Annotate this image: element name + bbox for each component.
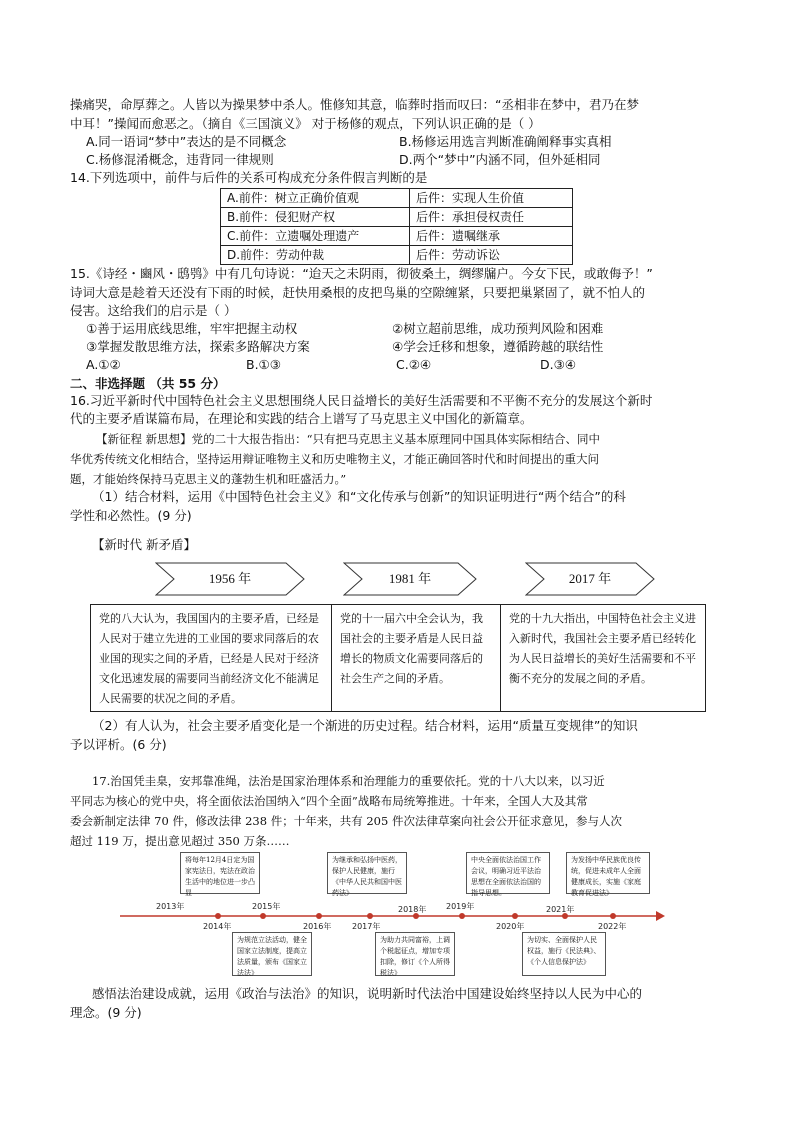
q14-row-d[interactable] xyxy=(221,246,573,265)
year-2016: 2016年 xyxy=(303,922,332,931)
q14-row-b[interactable] xyxy=(221,208,573,227)
q15-option-c[interactable]: C.②④ xyxy=(396,357,432,372)
q13-option-a[interactable]: A.同一语词“梦中”表达的是不同概念 xyxy=(86,134,287,149)
q14-c-pre: C.前件：立遗嘱处理遗产 xyxy=(221,227,410,246)
q16-line2: 代的主要矛盾谋篇布局，在理论和实践的结合上谱写了马克思主义中国化的新篇章。 xyxy=(70,411,533,426)
q15-line3: 侵害。这给我们的启示是（ ） xyxy=(70,303,237,318)
timeline-axis xyxy=(120,908,665,924)
timeline-box-2018: 为助力共同富裕，上调个税起征点，增加专项扣除，修订《个人所得税法》 xyxy=(375,932,455,976)
year-2020: 2020年 xyxy=(496,922,525,931)
q14-row-c[interactable] xyxy=(221,227,573,246)
timeline-box-2015: 为规范立法活动，健全国家立法制度，提高立法质量，颁布《国家立法法》 xyxy=(232,932,312,976)
year-label-1981: 1981 年 xyxy=(388,571,432,586)
timeline-box-2020: 中央全面依法治国工作会议，明确习近平法治思想在全面依法治国的指导思想。 xyxy=(466,852,550,894)
q13-option-b[interactable]: B.杨修运用选言判断准确阐释事实真相 xyxy=(399,134,612,149)
timeline-box-2017: 为继承和弘扬中医药，保护人民健康，施行《中华人民共和国中医药法》 xyxy=(327,852,407,894)
year-label-2017: 2017 年 xyxy=(568,571,612,586)
q17-question-2: 理念。(9 分) xyxy=(70,1005,142,1020)
year-2019: 2019年 xyxy=(446,902,475,911)
timeline-box-2022: 为切实、全面保护人民权益，施行《民法典》、《个人信息保护法》 xyxy=(522,932,606,976)
timeline-dot xyxy=(512,913,518,919)
q15-line2: 诗词大意是趁着天还没有下雨的时候，赶快用桑根的皮把鸟巢的空隙缠紧，只要把巢紧固了，就不怕人的 xyxy=(70,285,646,300)
q15-option-d[interactable]: D.③④ xyxy=(540,357,577,372)
timeline-dot xyxy=(316,913,322,919)
year-label-1956: 1956 年 xyxy=(208,571,252,586)
q16-material-1: 【新征程 新思想】党的二十大报告指出：“只有把马克思主义基本原理同中国具体实际相结合、同中 xyxy=(96,432,601,446)
q15-statement-3: ③掌握发散思维方法，探索多路解决方案 xyxy=(86,339,310,354)
q16-line1: 16.习近平新时代中国特色社会主义思想围绕人民日益增长的美好生活需要和不平衡不充分的发展这个新时 xyxy=(70,393,653,408)
timeline-dot xyxy=(367,913,373,919)
q17-question-1: 感悟法治建设成就，运用《政治与法治》的知识，说明新时代法治中国建设始终坚持以人民为中心的 xyxy=(92,986,643,1001)
q16-question-2a: （2）有人认为，社会主要矛盾变化是一个渐进的历史过程。结合材料，运用“质量互变规律”的知识 xyxy=(92,718,638,733)
timeline-dot xyxy=(260,913,266,919)
q15-statement-2: ②树立超前思维，成功预判风险和困难 xyxy=(392,321,604,336)
q14-b-post: 后件：承担侵权责任 xyxy=(410,208,573,227)
era-box-2017: 党的十九大指出，中国特色社会主义进入新时代，我国社会主要矛盾已经转化为人民日益增长的美好生活需要和不平衡不充分的发展之间的矛盾。 xyxy=(500,604,706,712)
year-banner-1981 xyxy=(343,562,477,596)
timeline-dot xyxy=(610,913,616,919)
q16-question-1a: （1）结合材料，运用《中国特色社会主义》和“文化传承与创新”的知识证明进行“两个结合”的科 xyxy=(92,489,626,504)
year-2018: 2018年 xyxy=(398,905,427,914)
q15-statement-4: ④学会迁移和想象，遵循跨越的联结性 xyxy=(392,339,604,354)
year-2022: 2022年 xyxy=(598,922,627,931)
q14-d-post: 后件：劳动诉讼 xyxy=(410,246,573,265)
year-banner-2017 xyxy=(525,562,655,596)
q14-table xyxy=(220,188,573,265)
arrow-right-icon xyxy=(656,911,665,921)
timeline-box-2021: 为发扬中华民族优良传统，促进未成年人全面健康成长，实施《家庭教育促进法》 xyxy=(566,852,650,894)
q14-a-post: 后件：实现人生价值 xyxy=(410,189,573,208)
q13-line2: 中耳！”操闻而愈恶之。（摘自《三国演义》 对于杨修的观点，下列认识正确的是（ ） xyxy=(70,116,541,131)
year-2021: 2021年 xyxy=(546,905,575,914)
q15-line1: 15.《诗经・豳风・鸱鸮》中有几句诗说：“迨天之未阴雨，彻彼桑土，绸缪牖户。今女下民，或敢侮予！” xyxy=(70,266,653,281)
q17-line3: 委会新制定法律 70 件，修改法律 238 件；十年来，共有 205 件次法律草案向社会公开征求意见，参与人次 xyxy=(70,814,622,828)
q16-question-1b: 学性和必然性。(9 分) xyxy=(70,508,192,523)
q13-line1: 操痛哭，命厚葬之。人皆以为操果梦中杀人。惟修知其意，临葬时指而叹曰：“丞相非在梦中，君乃在梦 xyxy=(70,97,639,112)
timeline-dot xyxy=(215,913,221,919)
timeline-dot xyxy=(459,913,465,919)
q16-question-2b: 予以评析。(6 分) xyxy=(70,737,167,752)
q16-material-2: 华优秀传统文化相结合，坚持运用辩证唯物主义和历史唯物主义，才能正确回答时代和时间提出的重大问 xyxy=(70,452,599,466)
year-2015: 2015年 xyxy=(252,902,281,911)
q17-line4: 超过 119 万，提出意见超过 350 万条…… xyxy=(70,834,290,848)
q15-option-b[interactable]: B.①③ xyxy=(246,357,281,372)
q14-stem: 14.下列选项中，前件与后件的关系可构成充分条件假言判断的是 xyxy=(70,170,428,185)
year-2017: 2017年 xyxy=(352,922,381,931)
q14-c-post: 后件：遗嘱继承 xyxy=(410,227,573,246)
q13-option-d[interactable]: D.两个“梦中”内涵不同，但外延相同 xyxy=(399,152,601,167)
year-banner-1956 xyxy=(155,562,305,596)
q14-a-pre: A.前件：树立正确价值观 xyxy=(221,189,410,208)
q14-row-a[interactable] xyxy=(221,189,573,208)
q14-d-pre: D.前件：劳动仲裁 xyxy=(221,246,410,265)
q15-statement-1: ①善于运用底线思维，牢牢把握主动权 xyxy=(86,321,298,336)
year-2013: 2013年 xyxy=(156,902,185,911)
q17-line1: 17.治国凭圭臬，安邦靠准绳，法治是国家治理体系和治理能力的重要依托。党的十八大以来，以习近 xyxy=(92,774,605,788)
timeline-box-2014: 将每年12月4日定为国家宪法日，宪法在政治生活中的地位进一步凸显 xyxy=(180,852,260,894)
q15-option-a[interactable]: A.①② xyxy=(86,357,121,372)
q13-option-c[interactable]: C.杨修混淆概念，违背同一律规则 xyxy=(86,152,274,167)
section-heading: 二、非选择题 （共 55 分） xyxy=(70,376,226,391)
era-box-1981: 党的十一届六中全会认为，我国社会的主要矛盾是人民日益增长的物质文化需要同落后的社会生产之间的矛盾。 xyxy=(331,604,501,712)
q16-material-3: 题，才能始终保持马克思主义的蓬勃生机和旺盛活力。” xyxy=(70,472,347,486)
q16-heading-new-contradiction: 【新时代 新矛盾】 xyxy=(92,537,196,552)
q14-b-pre: B.前件：侵犯财产权 xyxy=(221,208,410,227)
q17-line2: 平同志为核心的党中央，将全面依法治国纳入“四个全面”战略布局统筹推进。十年来，全国人大及其常 xyxy=(70,794,588,808)
era-box-1956: 党的八大认为，我国国内的主要矛盾，已经是人民对于建立先进的工业国的要求同落后的农业国的现实之间的矛盾，已经是人民对于经济文化迅速发展的需要同当前经济文化不能满足人民需要的状况之间的矛盾。 xyxy=(90,604,332,712)
year-2014: 2014年 xyxy=(203,922,232,931)
